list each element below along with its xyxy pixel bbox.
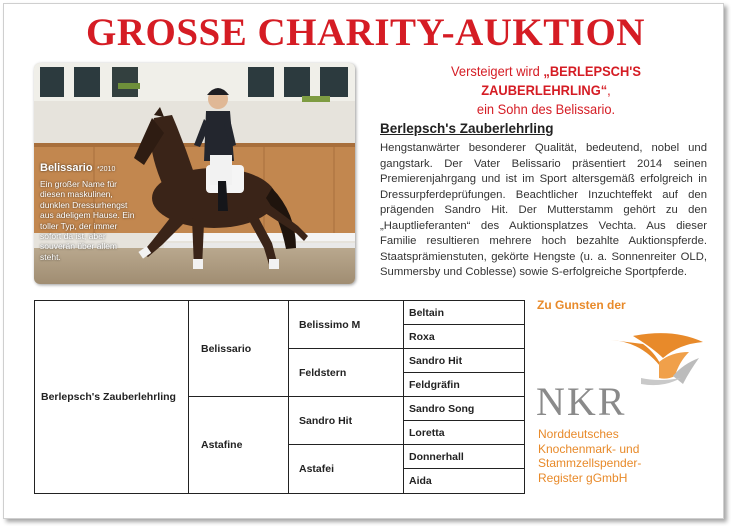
pedigree-grandparent: Astafei: [288, 444, 404, 494]
horse-title: Berlepsch's Zauberlehrling: [380, 121, 554, 136]
pedigree-great-grandparent: Feldgräfin: [403, 372, 525, 397]
intro-prefix: Versteigert wird: [451, 63, 544, 79]
intro-line2: ein Sohn des Belissario.: [476, 101, 616, 117]
pedigree-grandparent: Feldstern: [288, 348, 404, 397]
org-line: Register gGmbH: [538, 470, 628, 485]
sponsor-heading: Zu Gunsten der: [537, 298, 626, 312]
intro-text: [386, 62, 706, 119]
organization-name: [538, 427, 718, 485]
pedigree-great-grandparent: Aida: [403, 468, 525, 494]
org-line: Norddeutsches: [538, 427, 619, 441]
caption-text: Ein großer Name für diesen maskulinen, dunklen Dressurhengst aus adeligem Hause. Ein toller Typ, der immer sofort da ist, aber souverän über allem steht.: [40, 179, 135, 262]
pedigree-great-grandparent: Sandro Hit: [403, 348, 525, 373]
pedigree-table: [34, 300, 525, 494]
org-line: Stammzellspender-: [538, 456, 642, 470]
nkr-logo-text: NKR: [536, 379, 627, 424]
caption-horse-name: Belissario: [40, 162, 93, 174]
caption-year: *2010: [97, 166, 116, 173]
intro-suffix: ,: [607, 82, 611, 98]
horse-description: Hengstanwärter besonderer Qualität, bedeutend, nobel und gangstark. Der Vater Belissario präsentiert 2014 seinen Premierenjahrgang und ist im Sport altersgemäß erfolgreich in Dressurpferdeprüfungen. Beachtlicher Inzuchteffekt auf den prägenden Sandro Hit. Der Mutterstamm gehört zu den „Hauptlieferanten“ des Auktionsplatzes Vechta. Aus dieser Familie resultieren mehrere hoch bezahlte Auktionspferde. Staatsprämienstuten, gekörte Hengste (u. a. Sonnenreiter OLD, Summersby und Coblesse) sowie S-erfolgreiche Sportpferde.: [380, 142, 707, 278]
pedigree-great-grandparent: Sandro Song: [403, 396, 525, 421]
photo-caption: [40, 158, 136, 262]
headline: GROSSE CHARITY-AUKTION: [86, 11, 645, 54]
intro-horse-name: „BERLEPSCH'S ZAUBERLEHRLING“: [481, 63, 641, 98]
pedigree-grandparent: Belissimo M: [288, 300, 404, 349]
pedigree-great-grandparent: Loretta: [403, 420, 525, 445]
pedigree-great-grandparent: Roxa: [403, 324, 525, 349]
pedigree-sire: Belissario: [188, 300, 289, 397]
horse-photo: [34, 63, 355, 284]
pedigree-great-grandparent: Donnerhall: [403, 444, 525, 469]
pedigree-grandparent: Sandro Hit: [288, 396, 404, 445]
pedigree-dam: Astafine: [188, 396, 289, 494]
pedigree-horse: Berlepsch's Zauberlehrling: [34, 300, 189, 494]
org-line: Knochenmark- und: [538, 441, 640, 456]
pedigree-great-grandparent: Beltain: [403, 300, 525, 325]
